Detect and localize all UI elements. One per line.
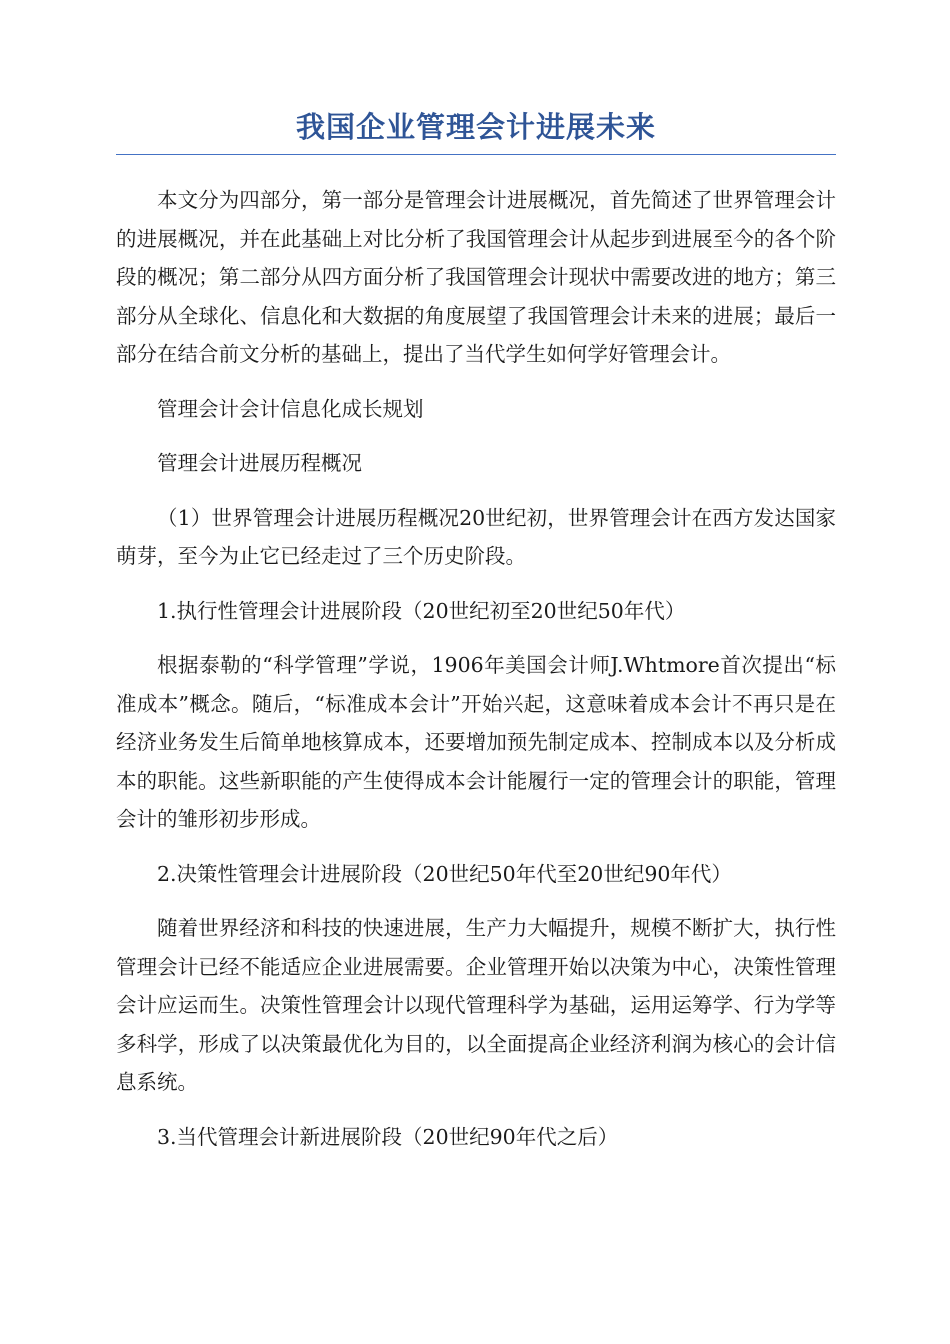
section-heading-history: 管理会计进展历程概况 <box>157 451 362 475</box>
document-page <box>116 104 836 1156</box>
paragraph-stage-2: 随着世界经济和科技的快速进展，生产力大幅提升，规模不断扩大，执行性管理会计已经不能适应企业进展需要。企业管理开始以决策为中心，决策性管理会计应运而生。决策性管理会计以现代管理科学为基础，运用运筹学、行为学等多科学，形成了以决策最优化为目的，以全面提高企业经济利润为核心的会计信息系统。 <box>116 916 836 1094</box>
stage-heading-3: 3.当代管理会计新进展阶段（20世纪90年代之后） <box>157 1124 619 1149</box>
document-title: 我国企业管理会计进展未来 <box>116 104 836 155</box>
stage-heading-2: 2.决策性管理会计进展阶段（20世纪50年代至20世纪90年代） <box>157 861 732 886</box>
section-heading-informatization: 管理会计会计信息化成长规划 <box>157 396 424 421</box>
paragraph-stage-1: 根据泰勒的“科学管理”学说，1906年美国会计师J.Whtmore首次提出“标准成本”概念。随后，“标准成本会计”开始兴起，这意味着成本会计不再只是在经济业务发生后简单地核算成本，还要增加预先制定成本、控制成本以及分析成本的职能。这些新职能的产生使得成本会计能履行一定的管理会计的职能，管理会计的雏形初步形成。 <box>116 653 836 831</box>
paragraph-world-history: （1）世界管理会计进展历程概况20世纪初，世界管理会计在西方发达国家萌芽，至今为止它已经走过了三个历史阶段。 <box>116 505 836 568</box>
intro-paragraph: 本文分为四部分，第一部分是管理会计进展概况，首先简述了世界管理会计的进展概况，并在此基础上对比分析了我国管理会计从起步到进展至今的各个阶段的概况；第二部分从四方面分析了我国管理会计现状中需要改进的地方；第三部分从全球化、信息化和大数据的角度展望了我国管理会计未来的进展；最后一部分在结合前文分析的基础上，提出了当代学生如何学好管理会计。 <box>116 188 836 366</box>
stage-heading-1: 1.执行性管理会计进展阶段（20世纪初至20世纪50年代） <box>157 598 686 623</box>
